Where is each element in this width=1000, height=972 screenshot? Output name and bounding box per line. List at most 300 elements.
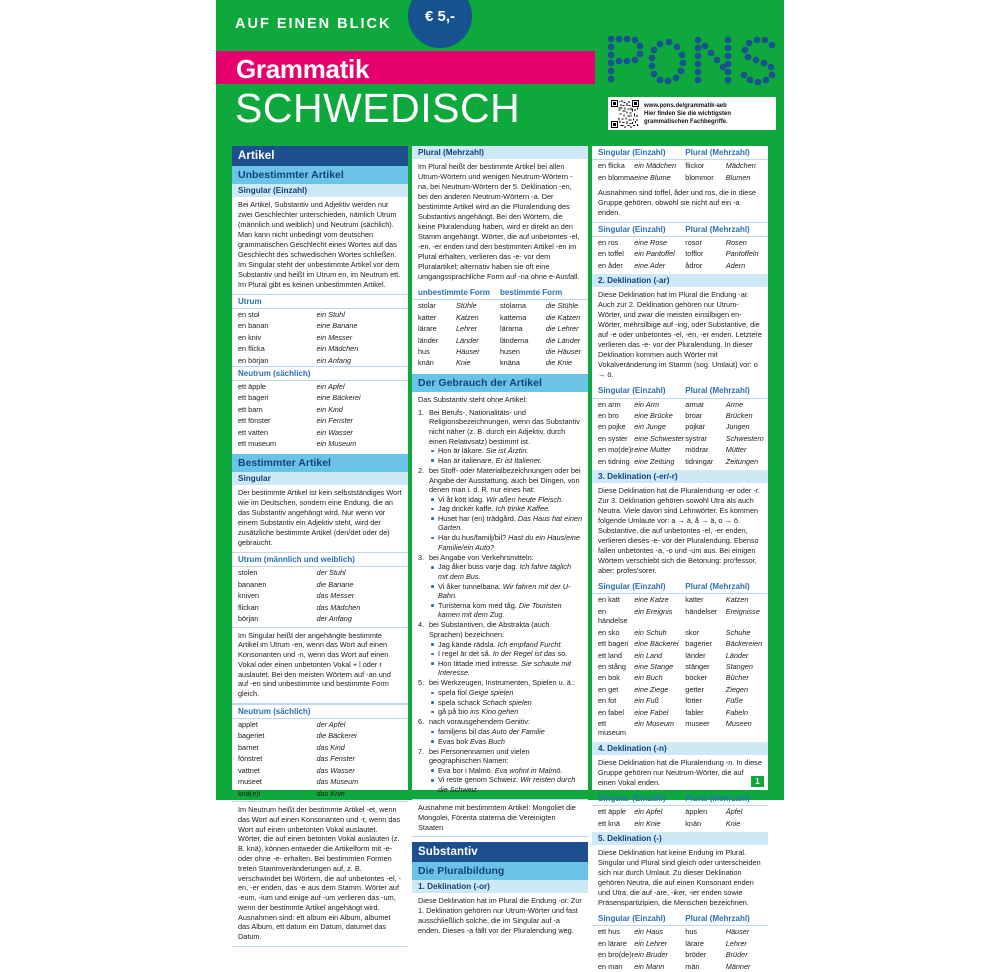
table-row — [592, 237, 768, 249]
col-head-singular: Singular (Einzahl) — [592, 223, 685, 237]
german-plural: Äpfel — [725, 807, 743, 817]
swedish-singular: en pojke — [598, 422, 626, 432]
example-item — [429, 514, 582, 533]
col-head-singular: Singular (Einzahl) — [592, 792, 685, 806]
example-list — [429, 640, 582, 678]
german-singular: Häuser — [456, 347, 480, 357]
german-plural: die Stühle — [545, 301, 579, 311]
example-item — [429, 649, 582, 659]
swedish-singular: en arm — [598, 399, 621, 409]
paragraph-ausnahme: Ausnahme mit bestimmtem Artikel: Mongoliet die Mongolei, Förenta staterna die Vereinigten Staaten — [412, 799, 588, 837]
swedish-word: ett äpple — [238, 382, 266, 392]
table-row — [232, 567, 408, 578]
subsection-bestimmter-artikel: Bestimmter Artikel — [232, 454, 408, 472]
example-item — [429, 601, 582, 620]
example-german: Evas Buch — [470, 736, 505, 746]
swedish-plural: armar — [685, 399, 705, 409]
column-1 — [232, 146, 408, 942]
swedish-plural: äpplen — [685, 807, 708, 817]
swedish-word: början — [238, 614, 259, 624]
table-row — [232, 613, 408, 624]
swedish-singular: en lärare — [598, 938, 627, 948]
swedish-singular: hus — [418, 347, 430, 357]
paragraph-deklination-3: Diese Deklination hat die Pluralendung -er oder -r. Zur 3. Deklination gehören sowohl Utra als auch Neutra. Viele davon sind Lehnwörter. Es kommen folgende Umlaute vor: a → ä, å → ä, o → ö. Substantive, die auf unbetontes -el, -er enden, verlieren dieses -e- vor der Pluralendung. Ebenso fallen unbetontes -a, -o und -um aus. Bei einigen Wörtern verschiebt sich die Betonung: pro'fessor, aber: profes'sorer. — [598, 486, 760, 576]
german-plural: Arme — [725, 399, 744, 409]
table-header-row — [592, 223, 768, 237]
german-plural: die Länder — [545, 335, 581, 345]
swedish-plural: katterna — [500, 312, 527, 322]
gebrauch-list-item — [418, 717, 582, 746]
example-item — [429, 562, 582, 581]
swedish-plural: fötter — [685, 696, 702, 706]
german-singular: ein Haus — [634, 927, 664, 937]
german-translation: die Banane — [316, 579, 354, 589]
gebrauch-rule-text: Bei Berufs-, Nationalitäts- und Religionsbezeichnungen, wenn das Substantiv nicht näher (z. B. durch ein Adjektiv, durch einen Relativsatz) bestimmt ist. — [429, 407, 580, 446]
german-plural: Lehrer — [725, 938, 747, 948]
paragraph-neutrum-endung: Im Neutrum heißt der bestimmte Artikel -et, wenn das Wort auf einen Konsonanten und -t, wenn das Wort auf einen unbetonten Vokal auslautet. Wörter, die auf einen betonten Vokal auslauten (z. B. knä), können entweder die Artikelform mit -e- oder ohne -e- erhalten. Bei bestimmten Formen treten Stammveränderungen auf, z. B. verschwindet bei Wörtern, die auf unbetontes -el, -en, -er enden, das -e aus dem Stamm. Wörter auf -eum, -ium und einige auf -um verlieren das -um, wenn der bestimmte Artikel angehängt wird. Ausnahmen sind: ett album ein Album, albumet das Album, ett datum ein Datum, datumet das Datum. — [232, 801, 408, 947]
table-row — [412, 312, 588, 323]
qr-info-box[interactable] — [608, 97, 776, 130]
swedish-word: barnet — [238, 742, 259, 752]
german-plural: die Knie — [545, 358, 573, 368]
german-singular: ein Lehrer — [634, 938, 668, 948]
table-row — [592, 707, 768, 718]
table-header-row — [592, 384, 768, 398]
subsection-pluralbildung: Die Pluralbildung — [412, 862, 588, 880]
paragraph-gebrauch-intro: Das Substantiv steht ohne Artikel: — [418, 394, 528, 404]
table-row — [232, 579, 408, 590]
example-item — [429, 766, 582, 776]
table-row — [232, 404, 408, 415]
german-singular: eine Blume — [634, 172, 671, 182]
german-translation: der Stuhl — [316, 568, 346, 578]
col-head-bestimmte-form: bestimmte Form — [500, 286, 588, 300]
table-head-utrum: Utrum — [232, 294, 408, 309]
swedish-plural: hus — [685, 927, 698, 937]
swedish-singular: ett land — [598, 650, 622, 660]
gebrauch-list-item — [418, 620, 582, 678]
swedish-word: ett barn — [238, 404, 263, 414]
table-row — [232, 590, 408, 601]
subsection-unbestimmter-artikel: Unbestimmter Artikel — [232, 166, 408, 184]
example-german: Sie schaute mit Interesse. — [438, 658, 572, 678]
table-row — [592, 961, 768, 972]
german-singular: eine Katze — [634, 595, 669, 605]
german-translation: das Mädchen — [316, 602, 361, 612]
example-swedish: Vi åt kött idag. — [438, 494, 487, 504]
table-deklination-1-beispiele — [592, 146, 768, 183]
example-item — [429, 688, 582, 698]
german-plural: Rosen — [725, 238, 747, 248]
gebrauch-rule-text: bei Substantiven, die Abstrakta (auch Sprachen) bezeichnen: — [429, 620, 550, 639]
table-header-row — [592, 912, 768, 926]
category-banner — [216, 51, 595, 84]
table-utrum-bestimmt — [232, 567, 408, 624]
swedish-singular: knän — [418, 358, 434, 368]
example-german: Er ist Italiener. — [495, 455, 542, 465]
german-singular: eine Fabel — [634, 707, 669, 717]
table-row — [592, 806, 768, 818]
table-row — [592, 160, 768, 172]
german-translation: ein Museum — [316, 439, 357, 449]
german-translation: das Messer — [316, 591, 355, 601]
table-row — [232, 730, 408, 741]
swedish-plural: fabler — [685, 707, 704, 717]
table-row — [592, 718, 768, 739]
example-item — [429, 698, 582, 708]
swedish-plural: bröder — [685, 950, 707, 960]
example-german: Das Haus hat einen Garten. — [438, 513, 582, 533]
table-row — [412, 323, 588, 334]
swedish-plural: länder — [685, 650, 706, 660]
swedish-plural: systrar — [685, 433, 708, 443]
table-head-utrum-bestimmt: Utrum (männlich und weiblich) — [232, 552, 408, 567]
german-singular: Stühle — [456, 301, 477, 311]
swedish-word: kniven — [238, 591, 260, 601]
swedish-word: museet — [238, 777, 262, 787]
german-plural: Pantoffeln — [725, 249, 759, 259]
example-german: das Auto der Familie — [478, 726, 545, 736]
example-german: Hast du ein Haus/eine Familie/ein Auto? — [438, 533, 580, 552]
german-singular: ein Apfel — [634, 807, 663, 817]
example-swedish: Hon tittade med intresse. — [438, 658, 522, 668]
example-german: Ich fahre täglich mit dem Bus. — [438, 562, 572, 581]
gebrauch-list-item — [418, 466, 582, 552]
series-tagline: AUF EINEN BLICK — [235, 16, 392, 32]
german-singular: ein Bruder — [634, 950, 668, 960]
gebrauch-rule-text: nach vorausgehendem Genitiv: — [429, 717, 531, 727]
swedish-plural: knäna — [500, 358, 520, 368]
col-head-singular: Singular (Einzahl) — [592, 146, 685, 160]
swedish-word: en banan — [238, 321, 269, 331]
col-head-plural: Plural (Mehrzahl) — [685, 912, 768, 926]
example-german: ins Kino gehen — [470, 707, 519, 717]
swedish-singular: en bok — [598, 673, 620, 683]
german-singular: Lehrer — [456, 324, 478, 334]
table-row — [592, 606, 768, 627]
category-label: Grammatik — [236, 54, 370, 84]
table-row — [232, 742, 408, 753]
table-row — [592, 172, 768, 183]
german-singular: ein Land — [634, 650, 663, 660]
german-plural: Bäckereien — [725, 639, 763, 649]
paragraph-deklination-1: Diese Deklination hat im Plural die Endung -or. Zur 1. Deklination gehören nur Utrum-Wörter und fast ausschließlich solche, die im Singular auf -a enden. Dieses -a fällt vor der Pluralendung weg. — [418, 896, 582, 936]
example-swedish: Vi reste genom Schweiz. — [438, 775, 521, 785]
swedish-word: stolen — [238, 568, 258, 578]
swedish-singular: stolar — [418, 301, 436, 311]
table-row — [412, 346, 588, 357]
example-item — [429, 707, 582, 717]
example-swedish: Jag åker buss varje dag. — [438, 562, 520, 572]
example-item — [429, 775, 582, 794]
example-item — [429, 640, 582, 650]
table-row — [592, 421, 768, 432]
german-singular: ein Buch — [634, 673, 663, 683]
german-translation: ein Wasser — [316, 427, 353, 437]
german-singular: eine Stange — [634, 661, 674, 671]
german-translation: der Anfang — [316, 614, 352, 624]
table-row — [592, 661, 768, 672]
column-3 — [592, 146, 768, 971]
table-row — [232, 753, 408, 764]
paragraph-ausnahmen-dekl1: Ausnahmen sind toffel, åder und ros, die in diese Gruppe gehören, obwohl sie nicht auf ein -a enden. — [592, 185, 768, 222]
table-row — [592, 672, 768, 683]
table-header-row — [592, 792, 768, 806]
table-row — [592, 695, 768, 706]
example-swedish: spela fiol — [438, 688, 469, 698]
swedish-plural: lärare — [685, 938, 704, 948]
swedish-plural: böcker — [685, 673, 708, 683]
german-translation: das Fenster — [316, 754, 355, 764]
section-substantiv-title: Substantiv — [412, 842, 588, 862]
qr-url: www.pons.de/grammatik-aeb — [644, 102, 727, 109]
example-list — [429, 727, 582, 746]
section-artikel-title: Artikel — [232, 146, 408, 166]
german-singular: ein Ereignis — [634, 606, 673, 616]
swedish-singular: ett äpple — [598, 807, 626, 817]
example-item — [429, 446, 582, 456]
paragraph-unbestimmter-singular: Bei Artikel, Substantiv und Adjektiv werden nur zwei Geschlechter unterschieden, nämlich Utrum (männlich und weiblich) und Neutrum (sächlich). Man kann nicht unbedingt vom deutschen grammatischen Geschlecht eines Wortes auf das Geschlecht des schwedischen Wortes schließen. Im Singular steht der unbestimmte Artikel vor dem Substantiv und heißt im Utrum en, im Neutrum ett. Im Plural gibt es keinen unbestimmten Artikel. — [238, 200, 401, 289]
table-row — [232, 355, 408, 366]
col-head-plural: Plural (Mehrzahl) — [685, 580, 768, 594]
gebrauch-list-item — [418, 747, 582, 795]
table-row — [412, 357, 588, 368]
swedish-singular: en get — [598, 684, 619, 694]
example-swedish: Vi åker tunnelbana. — [438, 581, 503, 591]
german-translation: der Apfel — [316, 720, 346, 730]
german-plural: die Häuser — [545, 347, 582, 357]
pons-logo — [606, 34, 776, 86]
page-number-badge: 1 — [751, 776, 764, 787]
swedish-word: fönstret — [238, 754, 263, 764]
example-german: Schach spielen — [482, 697, 532, 707]
table-row — [232, 427, 408, 438]
german-translation: ein Messer — [316, 332, 353, 342]
example-swedish: Har du hus/familj/bil? — [438, 533, 509, 543]
subsub-deklination-2: 2. Deklination (-ar) — [592, 274, 768, 287]
swedish-singular: ett bageri — [598, 639, 629, 649]
swedish-word: ett bageri — [238, 393, 269, 403]
german-translation: das Wasser — [316, 765, 355, 775]
table-row — [232, 776, 408, 787]
german-translation: ein Anfang — [316, 355, 352, 365]
table-neutrum-unbestimmt — [232, 381, 408, 449]
swedish-plural: flickor — [685, 161, 705, 171]
swedish-plural: män — [685, 961, 700, 971]
example-german: Eva wohnt in Malmö. — [494, 765, 563, 775]
swedish-singular: en händelse — [598, 606, 628, 626]
gebrauch-rule-text: bei Stoff- oder Materialbezeichnungen oder bei Angabe der Ausstattung, auch bei Dingen, von denen man i. d. R. nur eines hat: — [429, 465, 581, 495]
content-columns — [232, 146, 768, 971]
example-swedish: Evas bok — [438, 736, 471, 746]
german-plural: Länder — [725, 650, 749, 660]
table-row — [232, 438, 408, 449]
grammar-card — [216, 0, 784, 971]
swedish-singular: ett hus — [598, 927, 620, 937]
qr-desc-line2: grammatischen Fachbegriffe. — [644, 118, 728, 125]
swedish-singular: länder — [418, 335, 439, 345]
table-row — [592, 248, 768, 259]
swedish-word: en kniv — [238, 332, 262, 342]
subsection-gebrauch-der-artikel: Der Gebrauch der Artikel — [412, 374, 588, 392]
table-header-row — [592, 146, 768, 160]
example-swedish: Han är italienare. — [438, 455, 496, 465]
table-row — [592, 594, 768, 606]
german-singular: eine Schwester — [634, 433, 685, 443]
table-row — [592, 638, 768, 649]
german-plural: Zeitungen — [725, 456, 759, 466]
gebrauch-rule-text: bei Personennamen und vielen geographischen Namen: — [429, 746, 530, 766]
table-row — [232, 343, 408, 354]
table-row — [592, 627, 768, 638]
table-row — [592, 433, 768, 444]
german-plural: Brüder — [725, 950, 748, 960]
german-singular: Länder — [456, 335, 479, 345]
swedish-plural: stänger — [685, 661, 710, 671]
german-singular: Katzen — [456, 312, 479, 322]
paragraph-deklination-4: Diese Deklination hat die Pluralendung -n. In diese Gruppe gehören nur Neutrum-Wörter, die auf einen Vokal enden. — [598, 757, 762, 787]
table-row — [412, 300, 588, 312]
swedish-plural: händelser — [685, 606, 718, 616]
german-translation: das Kind — [316, 742, 345, 752]
col-head-singular: Singular (Einzahl) — [592, 384, 685, 398]
table-row — [232, 332, 408, 343]
example-item — [429, 582, 582, 601]
swedish-plural: husen — [500, 347, 520, 357]
swedish-singular: en fabel — [598, 707, 624, 717]
swedish-word: en stol — [238, 310, 260, 319]
german-plural: Museen — [725, 718, 752, 728]
swedish-plural: broar — [685, 411, 703, 421]
german-translation: ein Apfel — [316, 382, 345, 392]
page-title: SCHWEDISCH — [235, 85, 521, 131]
subsub-deklination-3: 3. Deklination (-er/-r) — [592, 470, 768, 483]
example-german: Ich empfand Furcht. — [497, 639, 563, 649]
swedish-singular: en syster — [598, 433, 628, 443]
swedish-word: ett fönster — [238, 416, 271, 426]
price-badge: € 5,- — [408, 0, 472, 48]
subsub-plural-mehrzahl: Plural (Mehrzahl) — [412, 146, 588, 159]
example-german: Ich trinke Kaffee. — [495, 504, 551, 514]
table-utrum-unbestimmt — [232, 309, 408, 366]
example-list — [429, 495, 582, 553]
table-row — [592, 650, 768, 661]
swedish-word: bananen — [238, 579, 267, 589]
swedish-word: en flicka — [238, 344, 265, 354]
paragraph-utrum-endung: Im Singular heißt der angehängte bestimmte Artikel im Utrum -en, wenn das Wort auf einen Konsonanten und -n, wenn das Wort auf einen Vokal oder einen unbetonten Vokal + l oder r auslautet. Bei den meisten Wörtern auf -an und auf -en sind unbestimmte und bestimmte Form gleich. — [232, 627, 408, 705]
table-row — [592, 398, 768, 410]
table-row — [592, 938, 768, 949]
table-row — [232, 415, 408, 426]
swedish-plural: museer — [685, 718, 710, 728]
example-german: Die Touristen kamen mit dem Zug. — [438, 600, 562, 620]
swedish-singular: en ros — [598, 238, 619, 248]
german-plural: Blumen — [725, 172, 751, 182]
table-deklination-3-beispiele — [592, 580, 768, 739]
table-row — [232, 719, 408, 730]
column-2 — [412, 146, 588, 936]
swedish-plural: skor — [685, 627, 700, 637]
german-plural: Männer — [725, 961, 751, 971]
swedish-singular: lärare — [418, 324, 437, 334]
gebrauch-rule-text: bei Angabe von Verkehrsmitteln: — [429, 552, 534, 562]
german-plural: die Lehrer — [545, 324, 579, 334]
example-swedish: Jag dricker kaffe. — [438, 504, 496, 514]
swedish-plural: getter — [685, 684, 704, 694]
swedish-singular: en blomma — [598, 172, 635, 182]
table-row — [592, 949, 768, 960]
example-item — [429, 495, 582, 505]
german-plural: Ziegen — [725, 684, 749, 694]
german-singular: ein Mann — [634, 961, 665, 971]
example-german: Wir fahren mit der U-Bahn. — [438, 581, 571, 601]
german-plural: Schwestern — [725, 433, 764, 443]
table-row — [592, 456, 768, 467]
table-header-row — [592, 580, 768, 594]
example-swedish: familjens bil — [438, 726, 479, 736]
german-plural: Häuser — [725, 927, 750, 937]
table-head-neutrum-bestimmt: Neutrum (sächlich) — [232, 704, 408, 719]
table-deklination-2-beispiele — [592, 384, 768, 467]
german-plural: Fabeln — [725, 707, 749, 717]
subsub-singular-einzahl: Singular (Einzahl) — [232, 184, 408, 197]
table-neutrum-bestimmt — [232, 719, 408, 799]
example-item — [429, 456, 582, 466]
swedish-word: en början — [238, 355, 269, 365]
german-singular: ein Fuß — [634, 696, 659, 706]
swedish-singular: en tidning — [598, 456, 630, 466]
german-plural: die Katzen — [545, 312, 581, 322]
example-german: Geige spielen — [468, 688, 514, 698]
german-plural: Adern — [725, 260, 746, 270]
swedish-plural: lärarna — [500, 324, 523, 334]
swedish-plural: knän — [685, 818, 702, 828]
swedish-word: applet — [238, 720, 258, 730]
german-singular: Knie — [456, 358, 471, 368]
gebrauch-list-item — [418, 678, 582, 716]
qr-text-block — [644, 102, 731, 126]
german-plural: Bücher — [725, 673, 749, 683]
swedish-plural: mödrar — [685, 445, 709, 455]
swedish-singular: ett museum — [598, 718, 626, 738]
swedish-plural: stolarna — [500, 301, 526, 311]
swedish-singular: en fot — [598, 696, 617, 706]
table-row — [592, 444, 768, 455]
example-swedish: Huset har (en) trädgård. — [438, 513, 518, 523]
qr-desc-line1: Hier finden Sie die wichtigsten — [644, 110, 732, 117]
col-head-singular: Singular (Einzahl) — [592, 580, 685, 594]
table-row — [232, 309, 408, 320]
paragraph-plural-bestimmt: Im Plural heißt der bestimmte Artikel bei allen Utrum-Wörtern und wenigen Neutrum-Wörtern -na, bei Neutrum-Wörtern der 5. Deklination -en, bei den anderen Neutrum-Wörtern -a. Der bestimmte Artikel wird an die Pluralendung des Substantivs angehängt. Bei den Wörtern, die keine Pluralendung haben, wird er direkt an den Stamm angehängt. Wörter, die auf unbetontes -el, -en, -er enden und den bestimmten Artikel -en im Plural erhalten, verlieren das -e- vor dem Pluralartikel; alternativ haben sie oft eine umgangssprachliche Form auf -na ohne e-Ausfall. — [418, 162, 580, 281]
example-swedish: gå på bio — [438, 707, 471, 717]
german-plural: Mädchen — [725, 161, 756, 171]
example-list — [429, 688, 582, 717]
example-item — [429, 659, 582, 678]
example-german: Wir aßen heute Fleisch. — [486, 494, 564, 504]
german-translation: ein Fenster — [316, 416, 353, 426]
swedish-word: ett museum — [238, 439, 277, 449]
example-list — [429, 562, 582, 620]
swedish-singular: en bro(de)r — [598, 950, 635, 960]
table-row — [232, 602, 408, 613]
swedish-plural: bagerier — [685, 639, 713, 649]
subsub-deklination-5: 5. Deklination (-) — [592, 832, 768, 845]
table-row — [232, 381, 408, 392]
german-singular: eine Mutter — [634, 445, 671, 455]
col-head-unbestimmte-form: unbestimmte Form — [412, 286, 500, 300]
german-singular: eine Zeitung — [634, 456, 675, 466]
table-deklination-4-beispiele — [592, 792, 768, 829]
